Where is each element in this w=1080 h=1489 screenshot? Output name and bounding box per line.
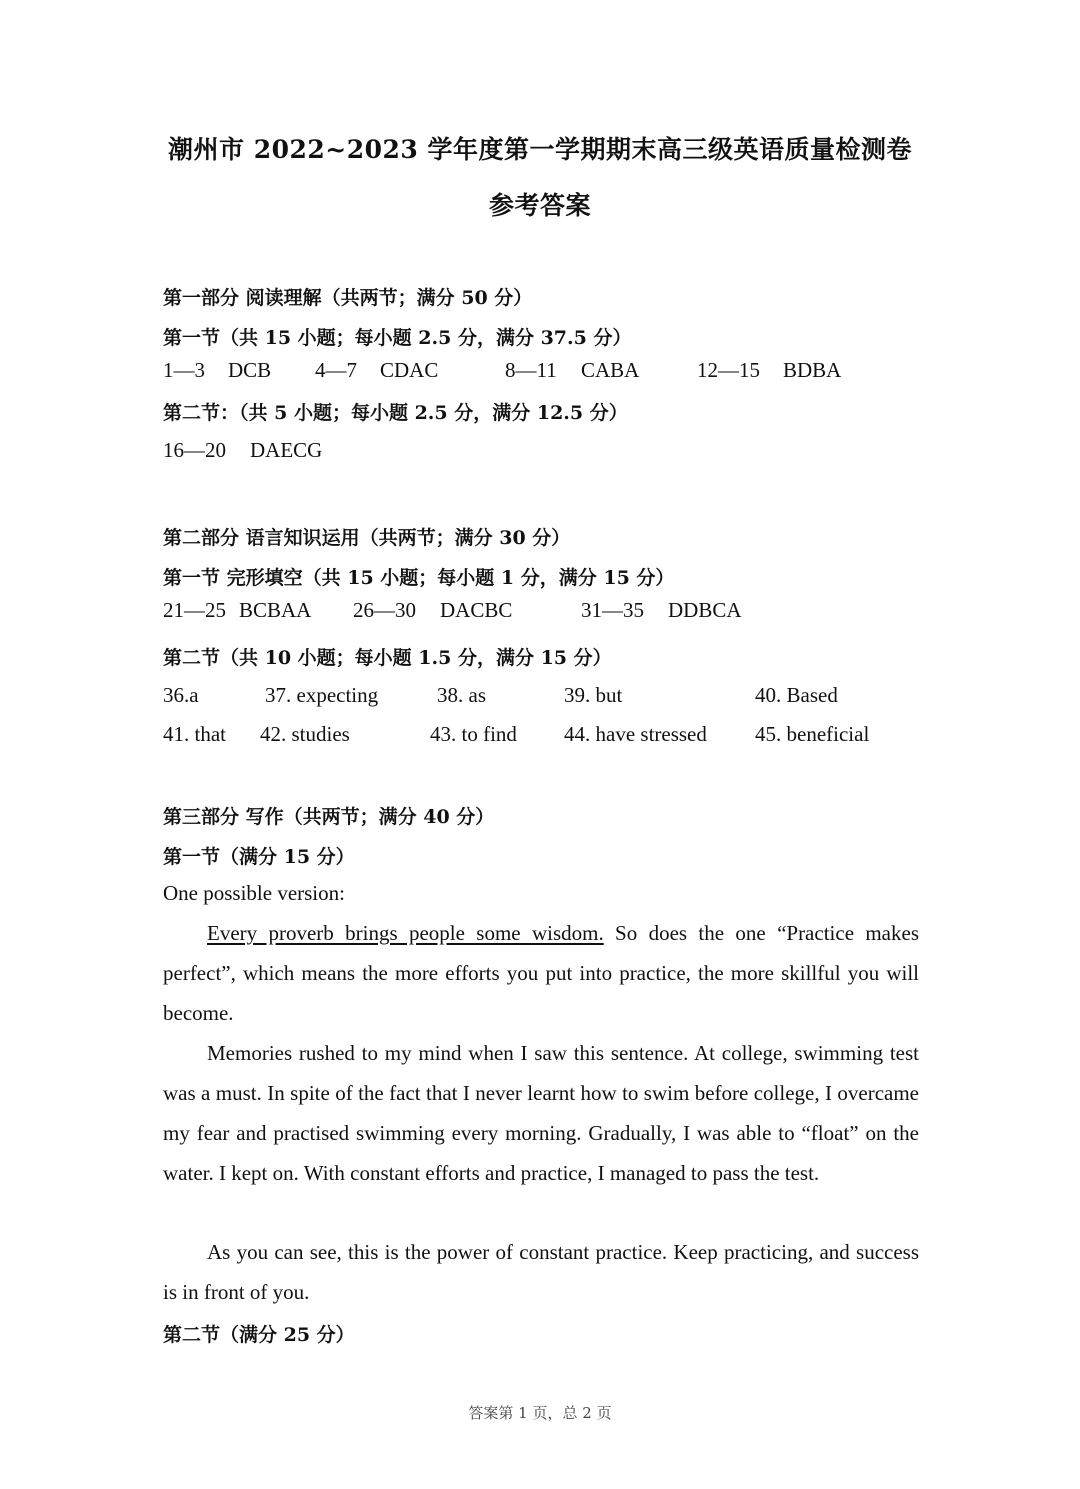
- part3-section2-heading: 第二节（满分 25 分）: [163, 1324, 355, 1346]
- version-label: One possible version:: [163, 881, 345, 905]
- essay-topic-sentence: Every proverb brings people some wisdom.: [207, 921, 604, 945]
- part1-section1-heading: 第一节（共 15 小题；每小题 2.5 分，满分 37.5 分）: [163, 327, 632, 349]
- answer-range: 26—30: [353, 598, 416, 622]
- part1-heading: 第一部分 阅读理解（共两节；满分 50 分）: [163, 287, 533, 309]
- page-footer: 答案第 1 页，总 2 页: [468, 1404, 612, 1422]
- answer-item: 41. that: [163, 722, 226, 746]
- essay-paragraph-1: [163, 913, 919, 1033]
- part2-heading: 第二部分 语言知识运用（共两节；满分 30 分）: [163, 527, 571, 549]
- answer-key: BCBAA: [239, 598, 312, 622]
- document-title: 潮州市 2022~2023 学年度第一学期期末高三级英语质量检测卷: [167, 135, 913, 164]
- answer-key: BDBA: [783, 358, 842, 382]
- answer-item: 45. beneficial: [755, 722, 870, 746]
- answer-range: 31—35: [581, 598, 644, 622]
- answer-key: DAECG: [250, 438, 323, 462]
- answer-item: 38. as: [437, 683, 486, 707]
- answer-item: 39. but: [564, 683, 623, 707]
- answer-key: DCB: [228, 358, 272, 382]
- answer-item: 44. have stressed: [564, 722, 707, 746]
- answer-key: CDAC: [380, 358, 439, 382]
- essay-paragraph-3-text: As you can see, this is the power of constant practice. Keep practicing, and success is in front of you.: [163, 1240, 919, 1304]
- essay-paragraph-1-text: So does the one “Practice makes perfect”, which means the more efforts you put into practice, the more skillful you will become.: [163, 921, 919, 1025]
- answer-key: DDBCA: [668, 598, 742, 622]
- answer-item: 40. Based: [755, 683, 838, 707]
- part3-heading: 第三部分 写作（共两节；满分 40 分）: [163, 806, 495, 828]
- answer-item: 43. to find: [430, 722, 517, 746]
- part2-section1-heading: 第一节 完形填空（共 15 小题；每小题 1 分，满分 15 分）: [163, 567, 675, 589]
- answer-range: 16—20: [163, 438, 226, 462]
- answer-range: 4—7: [315, 358, 357, 382]
- answer-key: CABA: [581, 358, 640, 382]
- answer-item: 36.a: [163, 683, 199, 707]
- answer-range: 8—11: [505, 358, 557, 382]
- answer-key: DACBC: [440, 598, 513, 622]
- document-subtitle: 参考答案: [488, 191, 591, 220]
- essay-paragraph-2: [163, 1033, 919, 1193]
- part1-section2-heading: 第二节：（共 5 小题；每小题 2.5 分，满分 12.5 分）: [163, 402, 628, 424]
- answer-range: 12—15: [697, 358, 760, 382]
- part2-section2-heading: 第二节（共 10 小题；每小题 1.5 分，满分 15 分）: [163, 647, 612, 669]
- answer-range: 1—3: [163, 358, 205, 382]
- answer-item: 42. studies: [260, 722, 350, 746]
- answer-range: 21—25: [163, 598, 226, 622]
- essay-paragraph-3: [163, 1232, 919, 1312]
- answer-item: 37. expecting: [265, 683, 379, 707]
- essay-paragraph-2-text: Memories rushed to my mind when I saw this sentence. At college, swimming test was a must. In spite of the fact that I never learnt how to swim before college, I overcame my fear and practised swimming every morning. Gradually, I was able to “float” on the water. I kept on. With constant efforts and practice, I managed to pass the test.: [163, 1041, 919, 1185]
- part3-section1-heading: 第一节（满分 15 分）: [163, 846, 355, 868]
